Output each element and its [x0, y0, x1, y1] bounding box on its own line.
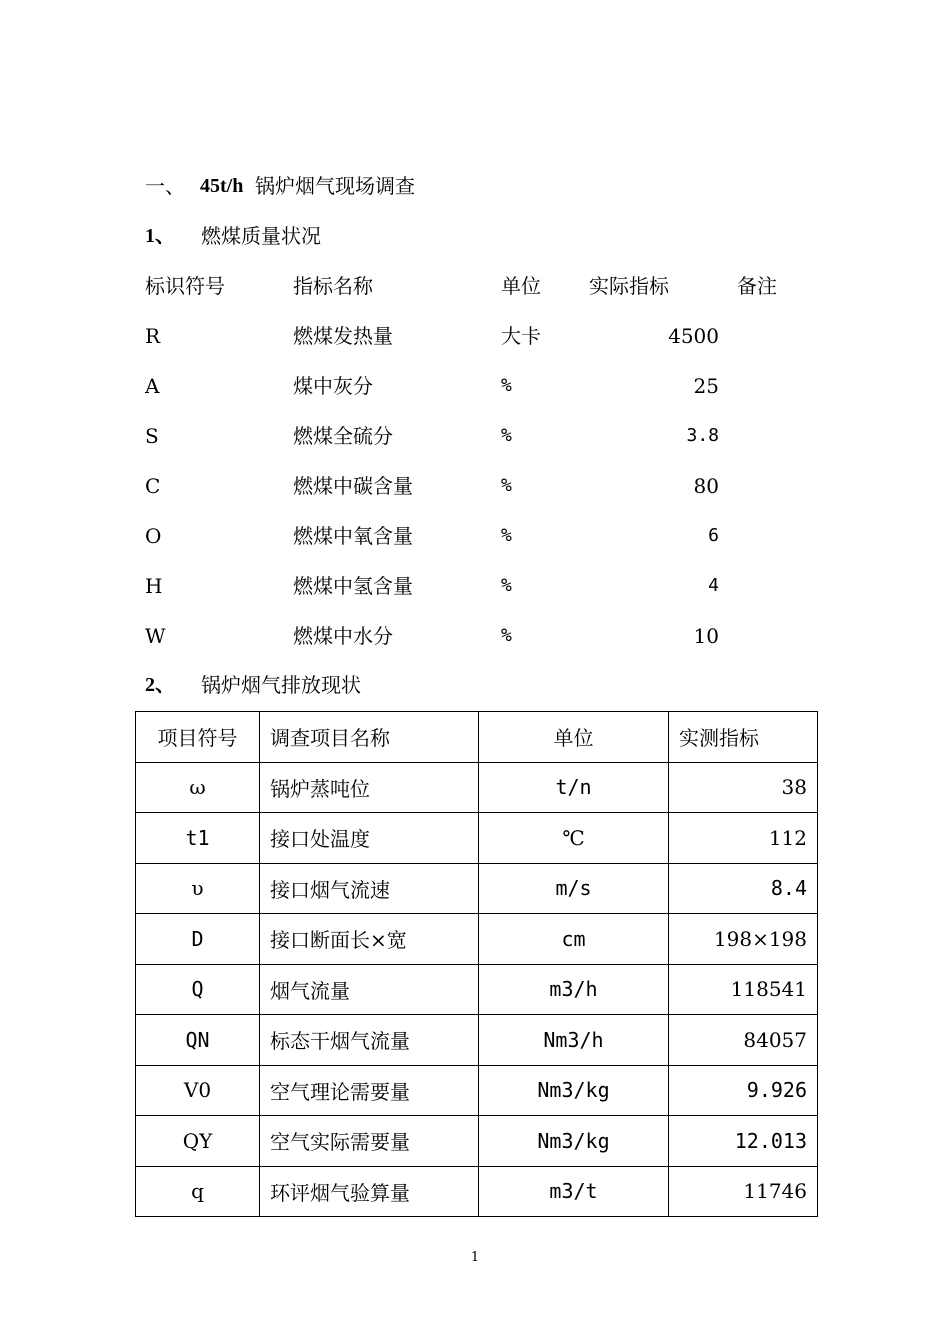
emission-symbol: Q	[136, 964, 260, 1015]
section1-number: 1、	[145, 225, 175, 247]
emission-unit: m3/t	[479, 1166, 669, 1217]
emission-unit: t/n	[479, 762, 669, 813]
emission-symbol: ω	[136, 762, 260, 813]
coal-header-symbol: 标识符号	[145, 274, 225, 298]
emission-unit: Nm3/kg	[479, 1116, 669, 1167]
emission-name: 环评烟气验算量	[260, 1166, 479, 1217]
table-row	[136, 1015, 818, 1066]
emission-table-header	[136, 712, 818, 763]
emission-name: 接口断面长×宽	[260, 914, 479, 965]
emission-value: 198×198	[669, 914, 818, 965]
heading-boiler-capacity: 45t/h	[200, 175, 244, 197]
coal-symbol: A	[145, 374, 160, 398]
emission-symbol: υ	[136, 863, 260, 914]
emission-name: 接口烟气流速	[260, 863, 479, 914]
coal-header-actual: 实际指标	[589, 274, 669, 298]
table-row	[136, 964, 818, 1015]
coal-symbol: W	[145, 624, 166, 648]
emission-symbol: q	[136, 1166, 260, 1217]
coal-header-unit: 单位	[501, 274, 541, 298]
coal-unit: %	[501, 625, 512, 646]
coal-name: 燃煤中水分	[293, 624, 393, 648]
section1-title: 燃煤质量状况	[201, 224, 321, 248]
coal-name: 煤中灰分	[293, 374, 373, 398]
coal-value: 4500	[668, 324, 719, 348]
emission-name: 空气理论需要量	[260, 1065, 479, 1116]
coal-header-name: 指标名称	[293, 274, 373, 298]
emission-value: 112	[669, 813, 818, 864]
heading-number: 一、	[145, 174, 185, 198]
coal-value: 25	[693, 374, 719, 398]
coal-name: 燃煤全硫分	[293, 424, 393, 448]
section2-title: 锅炉烟气排放现状	[201, 673, 361, 697]
emission-unit: m3/h	[479, 964, 669, 1015]
coal-symbol: O	[145, 524, 162, 548]
table-row	[136, 762, 818, 813]
coal-unit: 大卡	[501, 324, 541, 348]
emission-value: 12.013	[669, 1116, 818, 1167]
coal-value: 3.8	[686, 425, 719, 446]
emission-name: 空气实际需要量	[260, 1116, 479, 1167]
emission-symbol: V0	[136, 1065, 260, 1116]
table-row	[136, 863, 818, 914]
coal-name: 燃煤中氧含量	[293, 524, 413, 548]
emission-name: 烟气流量	[260, 964, 479, 1015]
emission-unit: ℃	[479, 813, 669, 864]
coal-unit: %	[501, 525, 512, 546]
table-row	[136, 1065, 818, 1116]
coal-value: 80	[693, 474, 719, 498]
emission-symbol: t1	[136, 813, 260, 864]
emission-header-unit: 单位	[479, 712, 669, 763]
emission-symbol: QY	[136, 1116, 260, 1167]
coal-symbol: S	[145, 424, 159, 448]
coal-unit: %	[501, 575, 512, 596]
coal-value: 10	[693, 624, 719, 648]
table-row	[136, 914, 818, 965]
emission-name: 锅炉蒸吨位	[260, 762, 479, 813]
page-number: 1	[470, 1250, 480, 1265]
emission-unit: Nm3/h	[479, 1015, 669, 1066]
emission-symbol: D	[136, 914, 260, 965]
emission-header-name: 调查项目名称	[260, 712, 479, 763]
coal-value: 4	[708, 575, 719, 596]
coal-name: 燃煤发热量	[293, 324, 393, 348]
table-row	[136, 1166, 818, 1217]
coal-unit: %	[501, 425, 512, 446]
table-row	[136, 813, 818, 864]
table-row	[136, 1116, 818, 1167]
coal-header-remark: 备注	[737, 274, 777, 298]
coal-symbol: R	[145, 324, 161, 348]
emission-unit: Nm3/kg	[479, 1065, 669, 1116]
heading-title: 锅炉烟气现场调查	[255, 174, 415, 198]
section2-number: 2、	[145, 674, 175, 696]
coal-symbol: H	[145, 574, 163, 598]
coal-unit: %	[501, 375, 512, 396]
emission-name: 标态干烟气流量	[260, 1015, 479, 1066]
emission-header-measured: 实测指标	[669, 712, 818, 763]
emission-value: 9.926	[669, 1065, 818, 1116]
coal-name: 燃煤中氢含量	[293, 574, 413, 598]
coal-unit: %	[501, 475, 512, 496]
emission-value: 118541	[669, 964, 818, 1015]
emission-unit: m/s	[479, 863, 669, 914]
coal-value: 6	[708, 525, 719, 546]
emission-symbol: QN	[136, 1015, 260, 1066]
emission-unit: cm	[479, 914, 669, 965]
emission-table	[135, 711, 818, 1217]
coal-symbol: C	[145, 474, 161, 498]
emission-name: 接口处温度	[260, 813, 479, 864]
emission-value: 8.4	[669, 863, 818, 914]
emission-value: 84057	[669, 1015, 818, 1066]
emission-value: 11746	[669, 1166, 818, 1217]
emission-header-symbol: 项目符号	[136, 712, 260, 763]
emission-value: 38	[669, 762, 818, 813]
coal-name: 燃煤中碳含量	[293, 474, 413, 498]
